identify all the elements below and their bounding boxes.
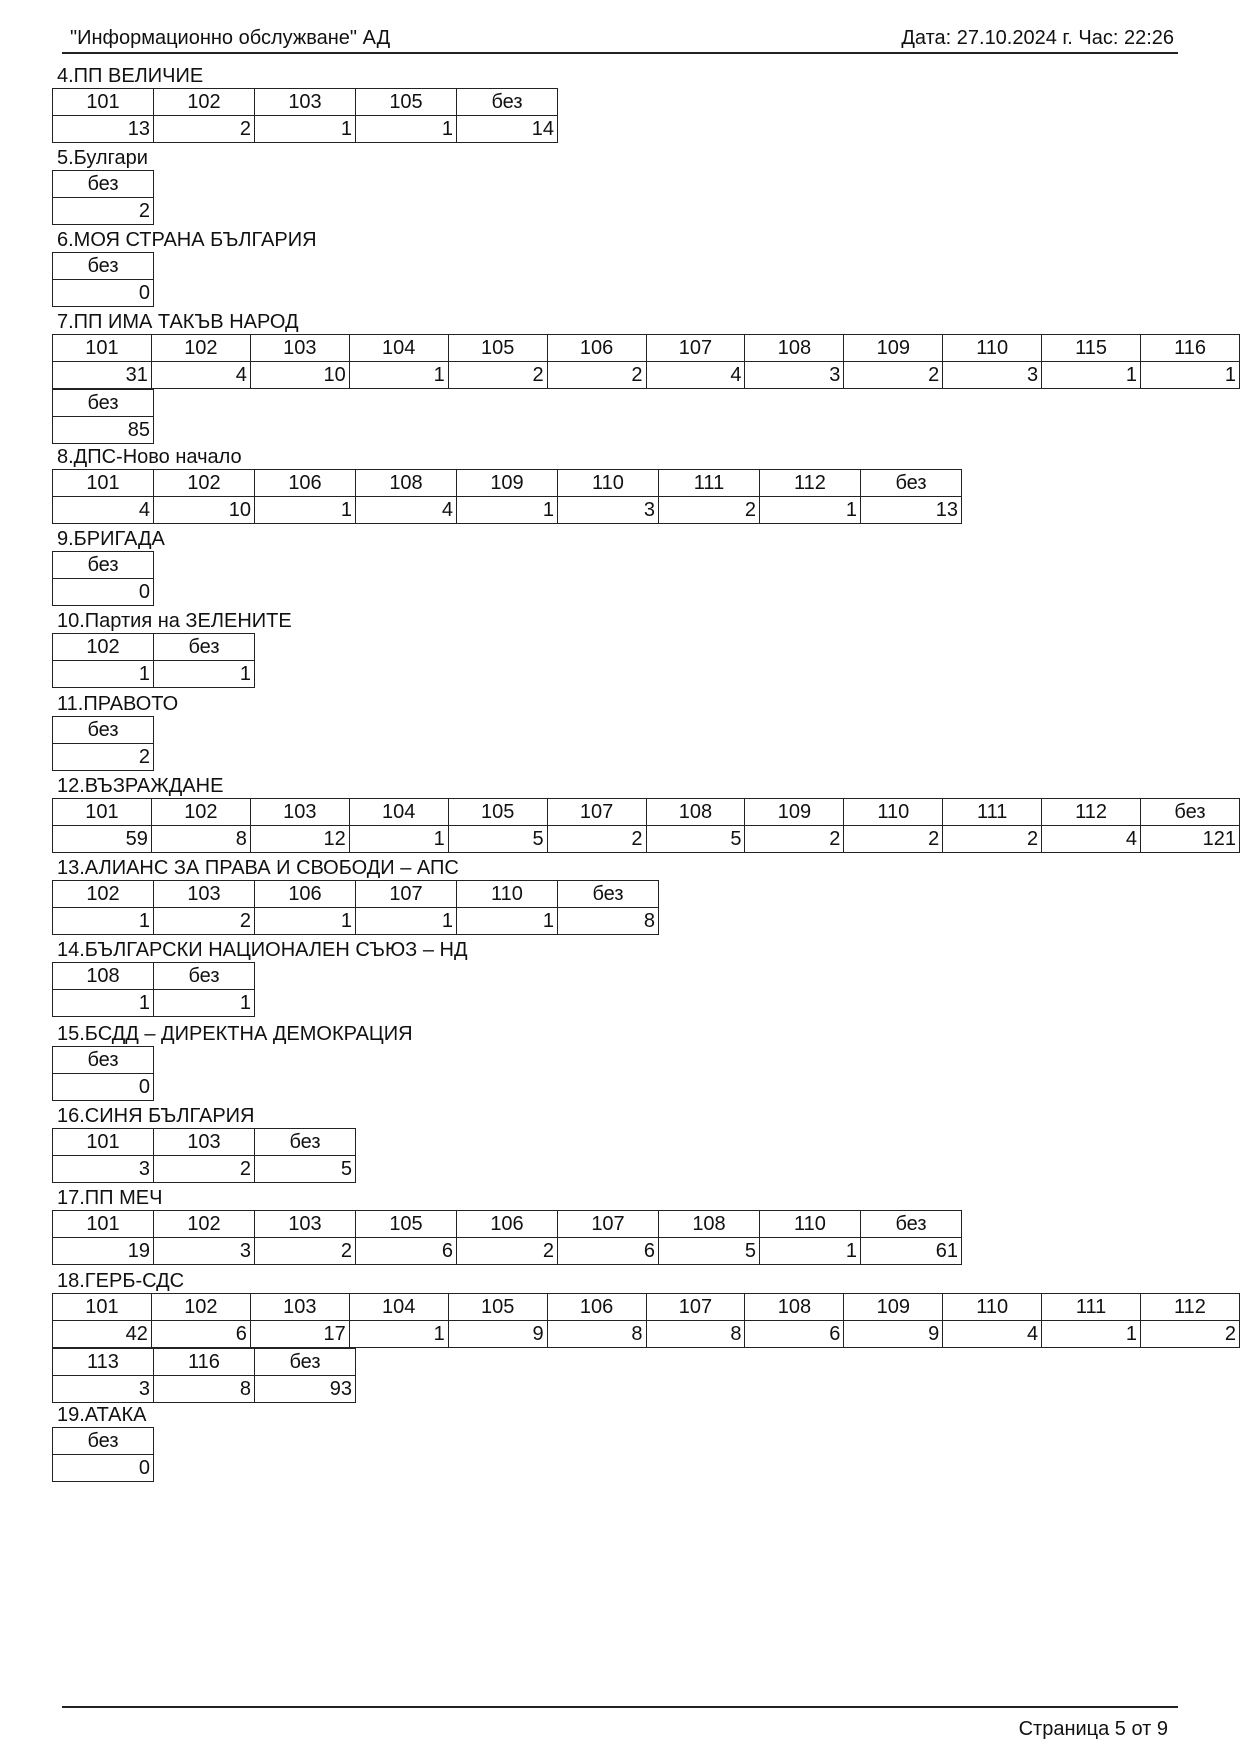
vote-count-cell: 1	[1042, 1321, 1141, 1348]
candidate-number-cell: 108	[646, 799, 745, 826]
candidate-number-cell: без	[1140, 799, 1239, 826]
vote-count-cell: 2	[457, 1238, 558, 1265]
party-title: 8.ДПС-Ново начало	[57, 446, 242, 468]
candidate-number-cell: 108	[745, 1294, 844, 1321]
candidate-number-cell: 105	[448, 1294, 547, 1321]
party-block	[52, 447, 962, 524]
vote-count-cell: 3	[53, 1156, 154, 1183]
candidate-number-cell: 109	[844, 1294, 943, 1321]
vote-count-cell: 4	[151, 362, 250, 389]
vote-count-cell: 93	[255, 1376, 356, 1403]
candidate-number-cell: 105	[356, 1211, 457, 1238]
vote-count-row	[53, 116, 558, 143]
report-datetime: Дата: 27.10.2024 г. Час: 22:26	[901, 27, 1174, 49]
candidate-number-row	[53, 717, 154, 744]
party-block	[52, 694, 178, 771]
vote-count-cell: 85	[53, 417, 154, 444]
preference-votes-table	[52, 1128, 356, 1183]
vote-count-cell: 8	[547, 1321, 646, 1348]
candidate-number-cell: без	[255, 1349, 356, 1376]
candidate-number-cell: 103	[154, 1129, 255, 1156]
preference-votes-table	[52, 716, 154, 771]
candidate-number-cell: 116	[154, 1349, 255, 1376]
party-title: 9.БРИГАДА	[57, 528, 165, 550]
candidate-number-cell: 101	[53, 470, 154, 497]
vote-count-row	[53, 497, 962, 524]
candidate-number-cell: без	[154, 634, 255, 661]
vote-count-row	[53, 1455, 154, 1482]
vote-count-cell: 1	[760, 497, 861, 524]
vote-count-cell: 1	[457, 908, 558, 935]
vote-count-cell: 3	[943, 362, 1042, 389]
candidate-number-cell: 108	[745, 335, 844, 362]
candidate-number-cell: 102	[151, 1294, 250, 1321]
candidate-number-cell: 109	[844, 335, 943, 362]
candidate-number-cell: 104	[349, 335, 448, 362]
preference-votes-table	[52, 798, 1240, 853]
candidate-number-cell: 108	[659, 1211, 760, 1238]
candidate-number-cell: 103	[255, 89, 356, 116]
vote-count-cell: 2	[154, 116, 255, 143]
preference-votes-table	[52, 1210, 962, 1265]
preference-votes-table	[52, 962, 255, 1017]
vote-count-row	[53, 1156, 356, 1183]
vote-count-row	[53, 661, 255, 688]
vote-count-cell: 1	[53, 990, 154, 1017]
vote-count-cell: 1	[457, 497, 558, 524]
candidate-number-cell: без	[53, 552, 154, 579]
candidate-number-row	[53, 390, 154, 417]
candidate-number-cell: 111	[943, 799, 1042, 826]
vote-count-cell: 2	[154, 1156, 255, 1183]
candidate-number-cell: 107	[356, 881, 457, 908]
candidate-number-cell: 106	[255, 881, 356, 908]
party-title: 5.Булгари	[57, 147, 148, 169]
vote-count-cell: 5	[448, 826, 547, 853]
candidate-number-cell: 103	[154, 881, 255, 908]
vote-count-row	[53, 826, 1240, 853]
candidate-number-cell: 112	[1042, 799, 1141, 826]
preference-votes-table	[52, 389, 154, 444]
party-block	[52, 1188, 962, 1265]
vote-count-cell: 12	[250, 826, 349, 853]
candidate-number-cell: 105	[448, 335, 547, 362]
vote-count-cell: 1	[356, 908, 457, 935]
vote-count-cell: 1	[1042, 362, 1141, 389]
preference-votes-table	[52, 1348, 356, 1403]
candidate-number-row	[53, 89, 558, 116]
candidate-number-row	[53, 881, 659, 908]
vote-count-cell: 6	[745, 1321, 844, 1348]
preference-votes-table	[52, 170, 154, 225]
party-block	[52, 1405, 154, 1482]
candidate-number-cell: 102	[154, 470, 255, 497]
party-block	[52, 940, 468, 1017]
vote-count-cell: 2	[659, 497, 760, 524]
vote-count-row	[53, 1376, 356, 1403]
candidate-number-cell: 108	[356, 470, 457, 497]
vote-count-cell: 2	[745, 826, 844, 853]
candidate-number-cell: 103	[250, 799, 349, 826]
vote-count-cell: 2	[448, 362, 547, 389]
vote-count-cell: 3	[154, 1238, 255, 1265]
vote-count-cell: 2	[547, 826, 646, 853]
candidate-number-row	[53, 963, 255, 990]
candidate-number-row	[53, 1211, 962, 1238]
candidate-number-cell: 107	[646, 1294, 745, 1321]
candidate-number-cell: 110	[558, 470, 659, 497]
candidate-number-cell: 107	[646, 335, 745, 362]
candidate-number-cell: 109	[457, 470, 558, 497]
candidate-number-cell: без	[53, 717, 154, 744]
candidate-number-cell: без	[558, 881, 659, 908]
candidate-number-cell: 106	[457, 1211, 558, 1238]
candidate-number-row	[53, 1047, 154, 1074]
candidate-number-row	[53, 253, 154, 280]
candidate-number-cell: без	[861, 470, 962, 497]
vote-count-cell: 4	[53, 497, 154, 524]
vote-count-cell: 4	[943, 1321, 1042, 1348]
candidate-number-row	[53, 634, 255, 661]
candidate-number-cell: без	[53, 171, 154, 198]
party-block	[52, 776, 1240, 853]
preference-votes-table	[52, 88, 558, 143]
vote-count-cell: 1	[154, 661, 255, 688]
party-title: 11.ПРАВОТО	[57, 693, 179, 715]
preference-votes-table	[52, 551, 154, 606]
vote-count-cell: 2	[1141, 1321, 1240, 1348]
vote-count-cell: 1	[255, 116, 356, 143]
candidate-number-cell: 110	[760, 1211, 861, 1238]
page-header	[62, 26, 1178, 54]
candidate-number-cell: 110	[844, 799, 943, 826]
candidate-number-cell: без	[154, 963, 255, 990]
candidate-number-cell: 107	[558, 1211, 659, 1238]
vote-count-cell: 1	[154, 990, 255, 1017]
candidate-number-cell: 106	[255, 470, 356, 497]
candidate-number-cell: без	[457, 89, 558, 116]
party-block	[52, 66, 558, 143]
party-block	[52, 1271, 1240, 1403]
vote-count-cell: 8	[154, 1376, 255, 1403]
candidate-number-cell: 101	[53, 1211, 154, 1238]
vote-count-row	[53, 417, 154, 444]
party-title: 17.ПП МЕЧ	[57, 1187, 163, 1209]
candidate-number-row	[53, 1294, 1240, 1321]
vote-count-cell: 31	[53, 362, 152, 389]
party-title: 6.МОЯ СТРАНА БЪЛГАРИЯ	[57, 229, 317, 251]
vote-count-cell: 0	[53, 1074, 154, 1101]
candidate-number-cell: 103	[255, 1211, 356, 1238]
candidate-number-cell: 107	[547, 799, 646, 826]
vote-count-cell: 8	[151, 826, 250, 853]
candidate-number-cell: 102	[53, 634, 154, 661]
vote-count-cell: 1	[349, 1321, 448, 1348]
footer-divider	[62, 1706, 1178, 1708]
vote-count-cell: 3	[745, 362, 844, 389]
vote-count-cell: 10	[154, 497, 255, 524]
vote-count-cell: 9	[844, 1321, 943, 1348]
vote-count-cell: 42	[53, 1321, 152, 1348]
vote-count-cell: 14	[457, 116, 558, 143]
vote-count-cell: 1	[53, 908, 154, 935]
vote-count-row	[53, 1074, 154, 1101]
candidate-number-cell: без	[53, 390, 154, 417]
candidate-number-cell: 110	[943, 1294, 1042, 1321]
party-block	[52, 529, 165, 606]
candidate-number-row	[53, 1129, 356, 1156]
party-block	[52, 148, 154, 225]
preference-votes-table	[52, 334, 1240, 389]
party-block	[52, 611, 292, 688]
vote-count-cell: 6	[151, 1321, 250, 1348]
candidate-number-cell: 106	[547, 1294, 646, 1321]
preference-votes-table	[52, 1293, 1240, 1348]
candidate-number-cell: 108	[53, 963, 154, 990]
preference-votes-table	[52, 633, 255, 688]
candidate-number-row	[53, 1349, 356, 1376]
party-title: 16.СИНЯ БЪЛГАРИЯ	[57, 1105, 255, 1127]
vote-count-cell: 1	[53, 661, 154, 688]
vote-count-row	[53, 908, 659, 935]
vote-count-row	[53, 744, 154, 771]
vote-count-cell: 1	[349, 362, 448, 389]
candidate-number-cell: 105	[448, 799, 547, 826]
candidate-number-cell: 103	[250, 335, 349, 362]
vote-count-cell: 2	[154, 908, 255, 935]
candidate-number-cell: 101	[53, 1294, 152, 1321]
vote-count-cell: 13	[53, 116, 154, 143]
candidate-number-cell: 105	[356, 89, 457, 116]
party-block	[52, 1024, 413, 1101]
vote-count-cell: 3	[558, 497, 659, 524]
vote-count-cell: 4	[1042, 826, 1141, 853]
candidate-number-cell: 109	[745, 799, 844, 826]
vote-count-row	[53, 990, 255, 1017]
vote-count-cell: 5	[646, 826, 745, 853]
candidate-number-cell: 104	[349, 799, 448, 826]
candidate-number-cell: 112	[1141, 1294, 1240, 1321]
vote-count-cell: 59	[53, 826, 152, 853]
vote-count-row	[53, 579, 154, 606]
vote-count-cell: 5	[255, 1156, 356, 1183]
candidate-number-cell: 106	[547, 335, 646, 362]
vote-count-cell: 61	[861, 1238, 962, 1265]
vote-count-cell: 0	[53, 280, 154, 307]
candidate-number-row	[53, 171, 154, 198]
party-title: 14.БЪЛГАРСКИ НАЦИОНАЛЕН СЪЮЗ – НД	[57, 939, 468, 961]
candidate-number-cell: 103	[250, 1294, 349, 1321]
vote-count-cell: 8	[646, 1321, 745, 1348]
candidate-number-cell: 101	[53, 1129, 154, 1156]
candidate-number-cell: 110	[943, 335, 1042, 362]
candidate-number-cell: 110	[457, 881, 558, 908]
vote-count-cell: 8	[558, 908, 659, 935]
candidate-number-cell: без	[53, 253, 154, 280]
vote-count-cell: 1	[760, 1238, 861, 1265]
vote-count-row	[53, 1238, 962, 1265]
preference-votes-table	[52, 252, 154, 307]
candidate-number-cell: 102	[154, 1211, 255, 1238]
candidate-number-cell: 115	[1042, 335, 1141, 362]
candidate-number-cell: без	[53, 1047, 154, 1074]
vote-count-cell: 1	[255, 908, 356, 935]
candidate-number-cell: 101	[53, 799, 152, 826]
party-title: 4.ПП ВЕЛИЧИЕ	[57, 65, 204, 87]
party-block	[52, 1106, 356, 1183]
vote-count-cell: 0	[53, 1455, 154, 1482]
vote-count-cell: 2	[844, 826, 943, 853]
candidate-number-row	[53, 470, 962, 497]
vote-count-cell: 19	[53, 1238, 154, 1265]
vote-count-cell: 10	[250, 362, 349, 389]
vote-count-row	[53, 280, 154, 307]
vote-count-cell: 13	[861, 497, 962, 524]
candidate-number-cell: 116	[1141, 335, 1240, 362]
party-block	[52, 858, 659, 935]
vote-count-cell: 3	[53, 1376, 154, 1403]
candidate-number-cell: 102	[154, 89, 255, 116]
vote-count-cell: 1	[349, 826, 448, 853]
preference-votes-table	[52, 1046, 154, 1101]
vote-count-cell: 17	[250, 1321, 349, 1348]
party-title: 7.ПП ИМА ТАКЪВ НАРОД	[57, 311, 299, 333]
vote-count-row	[53, 1321, 1240, 1348]
candidate-number-cell: 111	[1042, 1294, 1141, 1321]
candidate-number-cell: без	[861, 1211, 962, 1238]
vote-count-cell: 2	[53, 744, 154, 771]
vote-count-cell: 9	[448, 1321, 547, 1348]
organization-name: "Информационно обслужване" АД	[70, 27, 391, 49]
party-block	[52, 312, 1240, 444]
preference-votes-table	[52, 880, 659, 935]
candidate-number-cell: 113	[53, 1349, 154, 1376]
vote-count-cell: 1	[255, 497, 356, 524]
vote-count-cell: 4	[356, 497, 457, 524]
vote-count-cell: 4	[646, 362, 745, 389]
candidate-number-row	[53, 335, 1240, 362]
candidate-number-cell: 102	[151, 799, 250, 826]
candidate-number-cell: 112	[760, 470, 861, 497]
vote-count-cell: 2	[547, 362, 646, 389]
vote-count-row	[53, 198, 154, 225]
vote-count-cell: 2	[53, 198, 154, 225]
vote-count-cell: 121	[1140, 826, 1239, 853]
candidate-number-cell: 104	[349, 1294, 448, 1321]
vote-count-cell: 1	[1141, 362, 1240, 389]
vote-count-cell: 1	[356, 116, 457, 143]
candidate-number-cell: 102	[151, 335, 250, 362]
candidate-number-cell: 111	[659, 470, 760, 497]
candidate-number-row	[53, 552, 154, 579]
page-number: Страница 5 от 9	[1018, 1718, 1168, 1740]
party-title: 19.АТАКА	[57, 1404, 147, 1426]
vote-count-cell: 6	[558, 1238, 659, 1265]
candidate-number-row	[53, 799, 1240, 826]
candidate-number-cell: 102	[53, 881, 154, 908]
vote-count-cell: 2	[943, 826, 1042, 853]
vote-count-cell: 5	[659, 1238, 760, 1265]
party-block	[52, 230, 317, 307]
vote-count-row	[53, 362, 1240, 389]
party-title: 15.БСДД – ДИРЕКТНА ДЕМОКРАЦИЯ	[57, 1023, 413, 1045]
vote-count-cell: 0	[53, 579, 154, 606]
preference-votes-table	[52, 469, 962, 524]
vote-count-cell: 2	[255, 1238, 356, 1265]
vote-count-cell: 6	[356, 1238, 457, 1265]
vote-count-cell: 2	[844, 362, 943, 389]
candidate-number-cell: 101	[53, 89, 154, 116]
preference-votes-table	[52, 1427, 154, 1482]
candidate-number-cell: без	[255, 1129, 356, 1156]
party-title: 18.ГЕРБ-СДС	[57, 1270, 185, 1292]
party-title: 10.Партия на ЗЕЛЕНИТЕ	[57, 610, 292, 632]
candidate-number-row	[53, 1428, 154, 1455]
candidate-number-cell: без	[53, 1428, 154, 1455]
candidate-number-cell: 101	[53, 335, 152, 362]
party-title: 13.АЛИАНС ЗА ПРАВА И СВОБОДИ – АПС	[57, 857, 459, 879]
party-title: 12.ВЪЗРАЖДАНЕ	[57, 775, 224, 797]
